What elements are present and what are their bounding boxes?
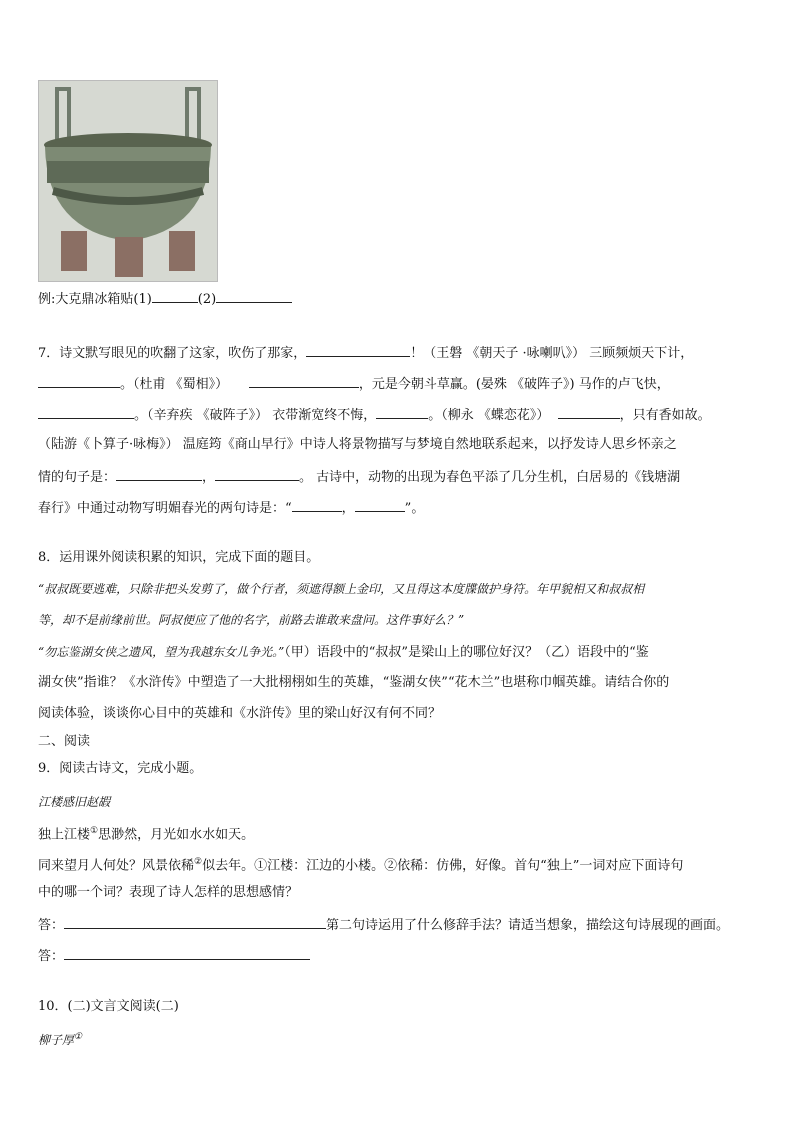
poem-title: 江楼感旧赵嘏 — [38, 795, 111, 809]
q7-line-6 — [38, 497, 424, 519]
q9-question-line: 中的哪一个词？表现了诗人怎样的思想感情？ — [38, 885, 299, 900]
answer-blank[interactable] — [216, 288, 292, 303]
answer-blank[interactable] — [152, 288, 198, 303]
answer-blank[interactable] — [249, 373, 359, 388]
answer-blank[interactable] — [38, 373, 120, 388]
section-heading-reading: 二、阅读 — [38, 734, 91, 749]
answer-input-line[interactable] — [64, 914, 326, 929]
answer-label: 答： — [38, 918, 65, 933]
q8-question-a: （甲）语段中的“叔叔”是梁山上的哪位好汉？（乙）语段中的“鉴 — [284, 645, 649, 660]
q9-answer-1 — [38, 914, 729, 936]
q7-text: 。（柳永 《蝶恋花》） — [428, 408, 550, 423]
q8-question-c: 阅读体验，谈谈你心目中的英雄和《水浒传》里的梁山好汉有何不同？ — [38, 706, 442, 721]
q7-text: ，元是今朝斗草赢。(晏殊 《破阵子》) 马作的卢飞快， — [358, 377, 670, 392]
q7-text: ， — [202, 470, 216, 485]
ding-vessel-drawing — [39, 81, 217, 281]
q7-text: 。（辛弃疾 《破阵子》） 衣带渐宽终不悔， — [134, 408, 377, 423]
answer-blank[interactable] — [116, 466, 202, 481]
q8-title: 8．运用课外阅读积累的知识，完成下面的题目。 — [38, 550, 320, 565]
footnote-marker: ① — [90, 826, 99, 836]
poem-text: 思渺然，月光如水水如天。 — [98, 827, 255, 843]
q8-line-quote2 — [38, 642, 649, 663]
figure-caption-line — [38, 288, 292, 310]
q7-text: ”。 — [404, 501, 425, 516]
poem-text: 独上江楼 — [38, 827, 91, 843]
q8-question-b: 湖女侠”指谁？《水浒传》中塑造了一大批栩栩如生的英雄，“鉴湖女侠”“花木兰”也堪称巾帼英雄。请结合你的 — [38, 675, 670, 690]
q7-text: 7．诗文默写眼见的吹翻了这家，吹伤了那家， — [38, 346, 307, 361]
q7-line-5 — [38, 466, 680, 488]
q7-line-3 — [38, 404, 711, 426]
q7-line-2 — [38, 373, 670, 395]
poem-text: 似去年。①江楼：江边的小楼。②依稀：仿佛，好像。首句“独上”一词对应下面诗句 — [202, 858, 684, 874]
answer-blank[interactable] — [355, 497, 405, 512]
q7-text: 。（杜甫 《蜀相》） — [120, 377, 229, 392]
q10-title: 10．(二)文言文阅读(二) — [38, 999, 179, 1014]
q7-text: 。 古诗中，动物的出现为春色平添了几分生机，白居易的《钱塘湖 — [299, 470, 681, 485]
answer-blank[interactable] — [215, 466, 299, 481]
footnote-marker: ② — [194, 857, 203, 867]
poem-text: 同来望月人何处？风景依稀 — [38, 858, 195, 874]
poem-line-2 — [38, 852, 683, 876]
q9-answer-2 — [38, 945, 310, 967]
poem-line-1 — [38, 821, 254, 845]
q7-line-4 — [38, 435, 677, 455]
q8-quote-1a: “叔叔既要逃难，只除非把头发剪了，做个行者，须遮得额上金印，又且得这本度牒做护身符。年甲貌相又和叔叔相 — [38, 582, 645, 596]
q7-text: （陆游《卜算子·咏梅》） 温庭筠《商山早行》中诗人将景物描写与梦境自然地联系起来，以抒发诗人思乡怀亲之 — [38, 437, 677, 452]
q7-text: 情的句子是： — [38, 470, 117, 485]
answer-blank[interactable] — [38, 404, 134, 419]
bronze-ding-image — [38, 80, 218, 282]
q9-title: 9．阅读古诗文，完成小题。 — [38, 761, 203, 776]
q10-subtitle-text: 柳子厚 — [38, 1033, 75, 1047]
q7-text: ！（王磐 《朝天子 ·咏喇叭》） 三顾频烦天下计， — [410, 346, 694, 361]
q7-line-1 — [38, 342, 693, 364]
q7-text: 春行》中通过动物写明媚春光的两句诗是：“ — [38, 501, 292, 516]
answer-input-line[interactable] — [64, 945, 310, 960]
q10-subtitle — [38, 1027, 82, 1050]
q8-quote-2: “勿忘鉴湖女侠之遗风，望为我越东女儿争光。” — [38, 645, 285, 659]
answer-blank[interactable] — [292, 497, 342, 512]
answer-blank[interactable] — [376, 404, 428, 419]
q9-question-2: 第二句诗运用了什么修辞手法？请适当想象，描绘这句诗展现的画面。 — [326, 918, 730, 933]
answer-blank[interactable] — [558, 404, 620, 419]
q8-quote-1b: 等，却不是前缘前世。阿叔便应了他的名字，前路去谁敢来盘问。这件事好么？” — [38, 613, 465, 627]
q7-text: ，只有香如故。 — [619, 408, 711, 423]
answer-label: 答： — [38, 949, 65, 964]
answer-blank[interactable] — [306, 342, 410, 357]
footnote-marker: ① — [74, 1032, 83, 1042]
figure-caption: 例:大克鼎冰箱贴(1) — [38, 292, 152, 307]
q7-text: ， — [341, 501, 355, 516]
figure-caption-2: (2) — [197, 292, 217, 307]
